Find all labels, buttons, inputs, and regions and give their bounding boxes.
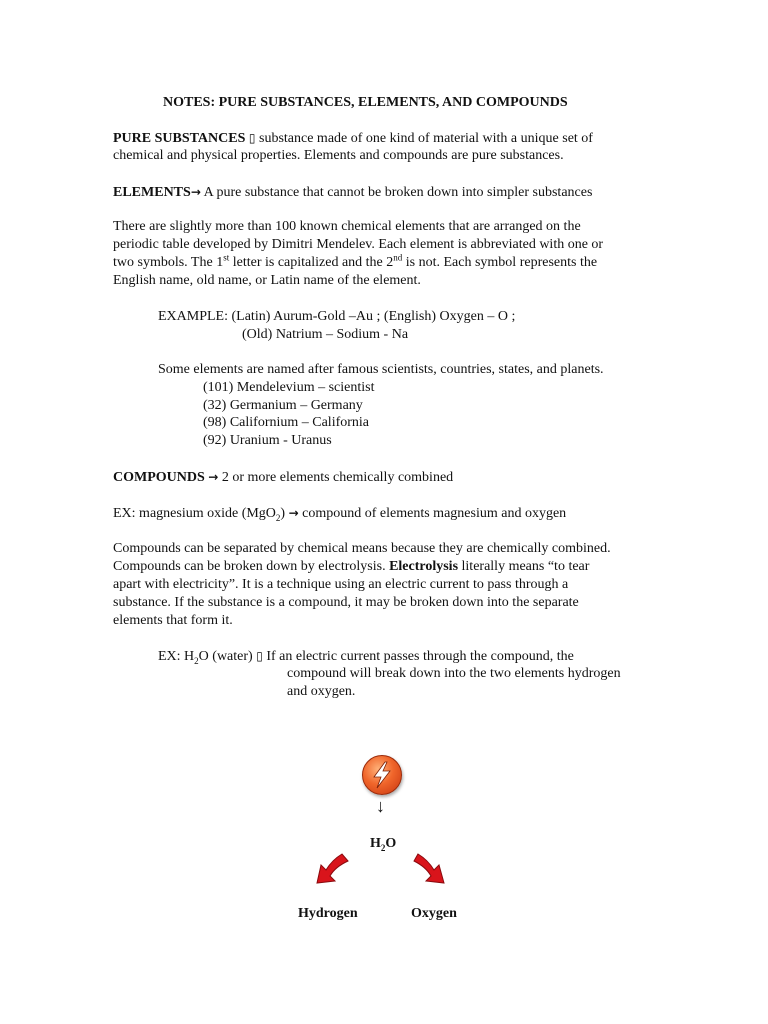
ex2-text-a: EX: H [158, 649, 195, 664]
ex2-text-b: O (water) [198, 649, 257, 664]
h2o-h: H [370, 836, 381, 851]
ex2-line-1 [158, 647, 574, 666]
pure-substances-label: PURE SUBSTANCES [113, 131, 246, 146]
h2o-o: O [385, 836, 397, 851]
para1-line-1: There are slightly more than 100 known chemical elements that are arranged on the [113, 219, 581, 234]
para1-line-3c: is not. Each symbol represents the [402, 255, 598, 270]
superscript-st: st [223, 252, 230, 263]
example-line-1: EXAMPLE: (Latin) Aurum-Gold –Au ; (English) Oxygen – O ; [158, 309, 516, 324]
right-arrow-icon: → [190, 185, 201, 199]
ex2-line-3: and oxygen. [287, 684, 356, 699]
para1-line-4: English name, old name, or Latin name of the element. [113, 273, 421, 288]
pure-substances-text-1: substance made of one kind of material with a unique set of [255, 131, 593, 146]
ex1-text-a: EX: magnesium oxide (MgO [113, 506, 276, 521]
electrolysis-term: Electrolysis [389, 559, 459, 574]
para1-line-3b: letter is capitalized and the 2 [229, 255, 394, 270]
subscript-2: 2 [380, 842, 386, 853]
superscript-nd: nd [393, 252, 403, 263]
compounds-line [113, 468, 453, 487]
named-item: (92) Uranium - Uranus [203, 433, 332, 448]
pure-substances-line-1 [113, 129, 593, 148]
example-line-2: (Old) Natrium – Sodium - Na [242, 327, 409, 342]
named-intro: Some elements are named after famous scientists, countries, states, and planets. [158, 362, 604, 377]
named-item: (32) Germanium – Germany [203, 398, 363, 413]
ex2-line-2: compound will break down into the two elements hydrogen [287, 666, 621, 681]
pure-substances-text-2: chemical and physical properties. Elements and compounds are pure substances. [113, 148, 564, 163]
compounds-label: COMPOUNDS [113, 470, 205, 485]
subscript-2: 2 [194, 655, 199, 666]
para2-line-3: apart with electricity”. It is a technique using an electric current to pass through a [113, 577, 569, 592]
named-item: (101) Mendelevium – scientist [203, 380, 375, 395]
elements-line [113, 183, 592, 202]
para2-line-4: substance. If the substance is a compound, it may be broken down into the separate [113, 595, 579, 610]
elements-text: A pure substance that cannot be broken down into simpler substances [200, 185, 593, 200]
elements-label: ELEMENTS [113, 185, 191, 200]
para2-line-2a: Compounds can be broken down by electrolysis. [113, 559, 390, 574]
right-arrow-icon: → [208, 470, 219, 484]
para2-line-2 [113, 558, 589, 576]
hydrogen-label: Hydrogen [298, 906, 358, 921]
down-left-curved-arrow-icon [312, 850, 354, 890]
ex1-text-c: compound of elements magnesium and oxygen [298, 506, 567, 521]
missing-glyph-icon: ▯ [248, 131, 256, 145]
missing-glyph-icon: ▯ [256, 649, 263, 663]
down-right-curved-arrow-icon [410, 850, 452, 890]
subscript-2: 2 [275, 512, 281, 523]
para1-line-3a: two symbols. The 1 [113, 255, 224, 270]
ex2-text-c: If an electric current passes through the compound, the [262, 649, 574, 664]
named-item: (98) Californium – California [203, 415, 370, 430]
oxygen-label: Oxygen [411, 906, 457, 921]
para2-line-1: Compounds can be separated by chemical means because they are chemically combined. [113, 541, 611, 556]
para2-line-5: elements that form it. [113, 613, 233, 628]
para2-line-2c: literally means “to tear [458, 559, 590, 574]
para1-line-3 [113, 254, 597, 272]
para1-line-2: periodic table developed by Dimitri Mendelev. Each element is abbreviated with one or [113, 237, 604, 252]
right-arrow-icon: → [288, 506, 299, 520]
page-title: NOTES: PURE SUBSTANCES, ELEMENTS, AND COMPOUNDS [163, 95, 568, 110]
compounds-text: 2 or more elements chemically combined [218, 470, 454, 485]
ex1-line [113, 504, 566, 523]
ex1-text-b: ) [280, 506, 289, 521]
lightning-bolt-icon [362, 755, 402, 795]
h2o-label [370, 835, 396, 853]
down-arrow-icon: ↓ [376, 796, 385, 816]
